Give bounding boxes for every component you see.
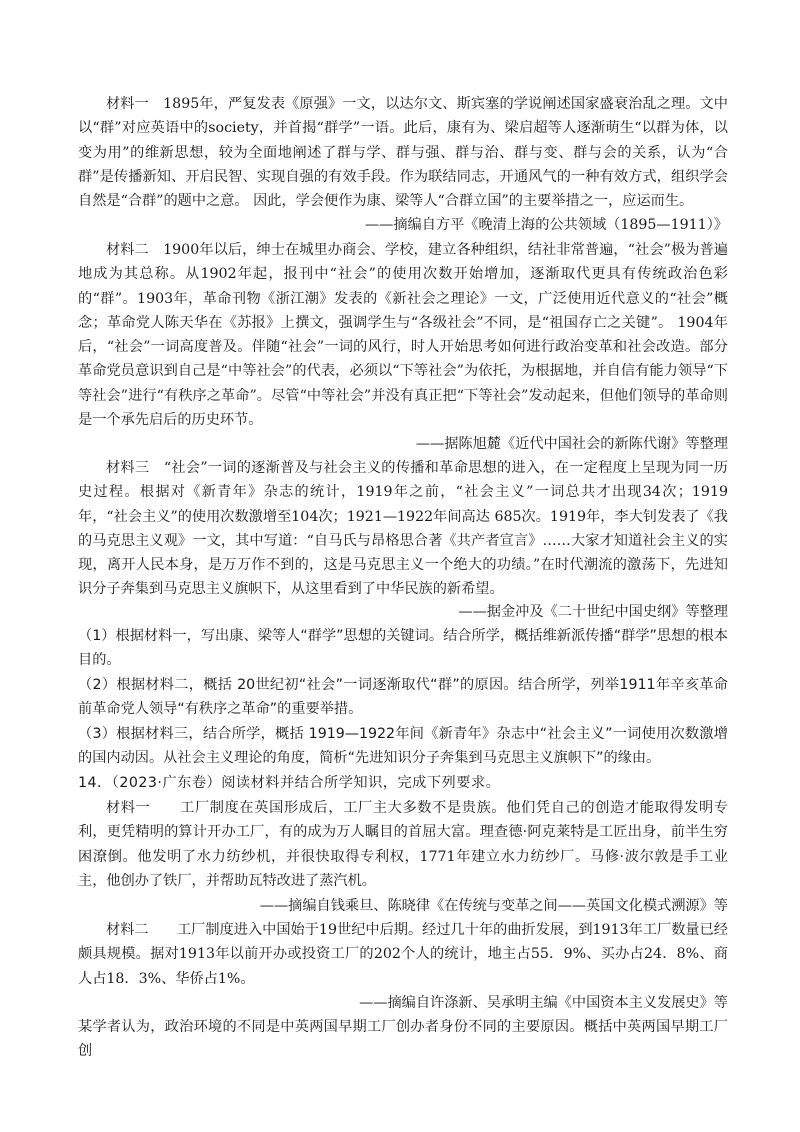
q14-material-2-source: ——摘编自许涤新、吴承明主编《中国资本主义发展史》等 xyxy=(359,995,728,1011)
question-14-lead: 14．（2023·广东卷）阅读材料并结合所学知识，完成下列要求。 xyxy=(78,775,501,791)
question-1: （1）根据材料一，写出康、梁等人“群学”思想的关键词。结合所学，概括维新派传播“群学”思想的根本目的。 xyxy=(78,628,728,669)
question-3: （3）根据材料三，结合所学，概括 1919—1922年间《新青年》杂志中“社会主义”一词使用次数激增的国内动因。从社会主义理论的角度，简析“先进知识分子奔集到马克思主义旗帜下”的缘由。 xyxy=(78,726,728,767)
q14-material-2-paragraph: 材料二 工厂制度进入中国始于19世纪中后期。经过几十年的曲折发展，到1913年工厂数量已经颇具规模。据对1913年以前开办或投资工厂的202个人的统计，地主占55．9%、买办占24．8%、商人占18．3%、华侨占1%。 xyxy=(78,922,728,987)
material-2-paragraph: 材料二 1900年以后，绅士在城里办商会、学校，建立各种组织，结社非常普遍，“社会”极为普遍地成为其总称。从1902年起，报刊中“社会”的使用次数开始增加，逐渐取代更具有传统政治色彩的“群”。1903年，革命刊物《浙江潮》发表的《新社会之理论》一文，广泛使用近代意义的“社会”概念；革命党人陈天华在《苏报》上撰文，强调学生与“各级社会”不同，是“祖国存亡之关键”。 1904年后，“社会”一词高度普及。伴随“社会”一词的风行，时人开始思考如何进行政治变革和社会改造。部分革命党员意识到自己是“中等社会”的代表，必须以“下等社会”为依托，为根据地，并自信有能力领导“下等社会”进行“有秩序之革命”。尽管“中等社会”并没有真正把“下等社会”发动起来，但他们领导的革命则是一个承先启后的历史环节。 xyxy=(78,242,728,429)
material-3-paragraph: 材料三 “社会”一词的逐渐普及与社会主义的传播和革命思想的进入，在一定程度上呈现为同一历史过程。根据对《新青年》杂志的统计，1919年之前，“社会主义”一词总共才出现34次；1919年，“社会主义”的使用次数激增至104次；1921—1922年间高达 685次。1919年，李大钊发表了《我的马克思主义观》一文，其中写道：“自马氏与昂格思合著《共产者宣言》……大家才知道社会主义的实现，离开人民本身，是万万作不到的，这是马克思主义一个绝大的功绩。”在时代潮流的激荡下，先进知识分子奔集到马克思主义旗帜下，从这里看到了中华民族的新希望。 xyxy=(78,460,728,598)
question-2: （2）根据材料二，概括 20世纪初“社会”一词逐渐取代“群”的原因。结合所学，列举1911年辛亥革命前革命党人领导“有秩序之革命”的重要举措。 xyxy=(78,677,728,718)
material-2-source: ——据陈旭麓《近代中国社会的新陈代谢》等整理 xyxy=(415,436,728,452)
q14-tail-sentence: 某学者认为，政治环境的不同是中英两国早期工厂创办者身份不同的主要原因。概括中英两国早期工厂创 xyxy=(78,1019,728,1060)
q14-material-1-paragraph: 材料一 工厂制度在英国形成后，工厂主大多数不是贵族。他们凭自己的创造才能取得发明专利，更凭精明的算计开办工厂，有的成为万人瞩目的首屈大富。理查德·阿克莱特是工匠出身，前半生穷困潦倒。他发明了水力纺纱机，并很快取得专利权，1771年建立水力纺纱厂。马修·波尔敦是手工业主，他创办了铁厂，并帮助瓦特改进了蒸汽机。 xyxy=(78,800,728,889)
material-1-paragraph: 材料一 1895年，严复发表《原强》一文，以达尔文、斯宾塞的学说阐述国家盛衰治乱之理。文中以“群”对应英语中的society，并首揭“群学”一语。此后，康有为、梁启超等人逐渐萌生“以群为体，以变为用”的维新思想，较为全面地阐述了群与学、群与强、群与治、群与变、群与会的关系，认为“合群”是传播新知、开启民智、实现自强的有效手段。作为联结同志，开通风气的一种有效方式，组织学会自然是“合群”的题中之意。 因此，学会便作为康、梁等人“合群立国”的主要举措之一，应运而生。 xyxy=(78,96,728,210)
material-1-source: ——摘编自方平《晚清上海的公共领域（1895—1911）》 xyxy=(364,217,728,233)
material-3-source: ——据金冲及《二十世纪中国史纲》等整理 xyxy=(458,604,728,620)
q14-material-1-source: ——摘编自钱乘旦、陈晓律《在传统与变革之间——英国文化模式溯源》等 xyxy=(259,898,728,914)
